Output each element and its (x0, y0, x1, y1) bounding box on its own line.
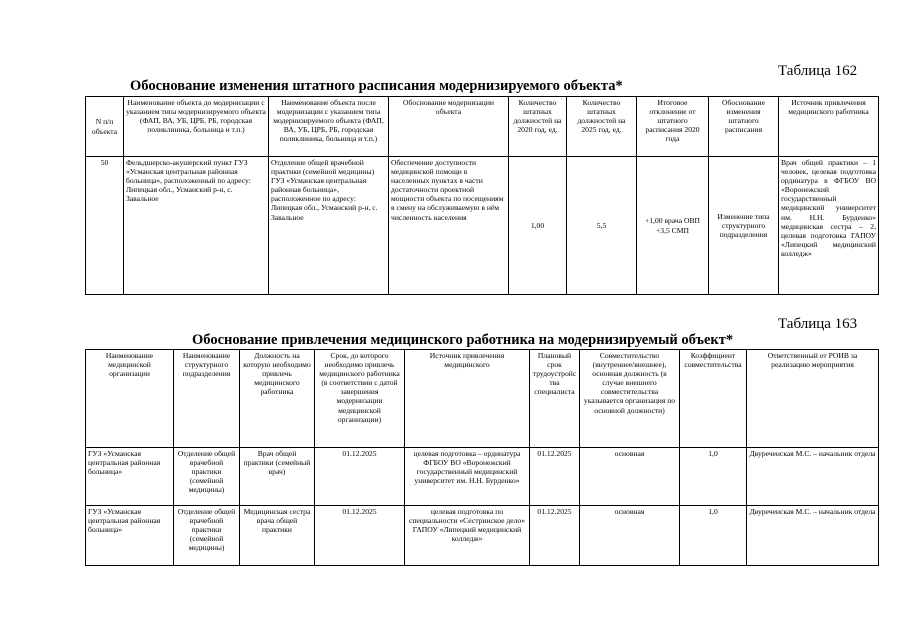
table-header-row (86, 350, 879, 448)
source-cell: целевая подготовка по специальности «Сестринское дело» ГАПОУ «Липецкий медицинский колледж» (405, 506, 530, 566)
organization-cell: ГУЗ «Усманская центральная районная больница» (86, 506, 174, 566)
coefficient-cell: 1,0 (680, 506, 747, 566)
responsible-cell: Двуреченская М.С. – начальник отдела (747, 448, 879, 506)
source-cell: целевая подготовка – ординатура ФГБОУ ВО «Воронежский государственный медицинский университет им. Н.Н. Бурденко» (405, 448, 530, 506)
header-cell: Срок, до которого необходимо привлечь медицинского работника (в соответствии с датой завершения модернизации медицинской организации) (315, 350, 405, 448)
deadline-cell: 01.12.2025 (315, 448, 405, 506)
header-cell: Количество штатных должностей на 2025 год, ед. (567, 97, 637, 157)
position-cell: Медицинская сестра врача общей практики (240, 506, 315, 566)
header-cell: N п/п объекта (86, 97, 124, 157)
header-cell: Коэффициент совместительства (680, 350, 747, 448)
table-162-title: Обоснование изменения штатного расписания модернизируемого объекта* (130, 78, 623, 94)
staffing-justification-table (85, 96, 879, 295)
table-header-row (86, 97, 879, 157)
header-cell: Источник привлечения медицинского работника (779, 97, 879, 157)
header-cell: Обоснование изменения штатного расписания (709, 97, 779, 157)
position-cell: Врач общей практики (семейный врач) (240, 448, 315, 506)
table-row (86, 448, 879, 506)
object-number-cell: 50 (86, 157, 124, 295)
header-cell: Количество штатных должностей на 2020 год, ед. (509, 97, 567, 157)
header-cell: Наименование объекта до модернизации с указанием типа модернизируемого объекта (ФАП, ВА, УБ, ЦРБ, РБ, городская поликлиника, больница и т.п.) (124, 97, 269, 157)
header-cell: Совместительство (внутреннее/внешнее), основная должность (в случае внешнего совместительства указывается организация по основной должности) (580, 350, 680, 448)
header-cell: Источник привлечения медицинского (405, 350, 530, 448)
staff-2025-cell: 5,5 (567, 157, 637, 295)
object-after-cell: Отделение общей врачебной практики (семейной медицины) ГУЗ «Усманская центральная районная больница», расположенное по адресу: Липецкая обл., Усманский р-н, с. Завальное (269, 157, 389, 295)
table-162-number: Таблица 162 (778, 63, 858, 79)
header-cell: Наименование медицинской организации (86, 350, 174, 448)
deviation-cell: +1,00 врача ОВП +3,5 СМП (637, 157, 709, 295)
coefficient-cell: 1,0 (680, 448, 747, 506)
organization-cell: ГУЗ «Усманская центральная районная больница» (86, 448, 174, 506)
header-cell: Должность на которую необходимо привлечь медицинского работника (240, 350, 315, 448)
header-cell: Обоснование модернизации объекта (389, 97, 509, 157)
header-cell: Итоговое отклонение от штатного расписания 2020 года (637, 97, 709, 157)
object-before-cell: Фельдшерско-акушерский пункт ГУЗ «Усманская центральная районная больница», расположенный по адресу: Липецкая обл., Усманский р-н, с. Завальное (124, 157, 269, 295)
employment-date-cell: 01.12.2025 (530, 448, 580, 506)
deadline-cell: 01.12.2025 (315, 506, 405, 566)
staff-2020-cell: 1,00 (509, 157, 567, 295)
table-row (86, 157, 879, 295)
employment-date-cell: 01.12.2025 (530, 506, 580, 566)
staff-recruitment-table (85, 349, 879, 566)
part-time-cell: основная (580, 506, 680, 566)
table-163-title: Обоснование привлечения медицинского работника на модернизируемый объект* (192, 332, 734, 348)
change-reason-cell: Изменение типа структурного подразделения (709, 157, 779, 295)
table-163-number: Таблица 163 (778, 316, 858, 332)
header-cell: Плановый срок трудоустройства специалиста (530, 350, 580, 448)
department-cell: Отделение общей врачебной практики (семейной медицины) (174, 448, 240, 506)
department-cell: Отделение общей врачебной практики (семейной медицины) (174, 506, 240, 566)
responsible-cell: Двуреченская М.С. – начальник отдела (747, 506, 879, 566)
header-cell: Наименование структурного подразделения (174, 350, 240, 448)
header-cell: Наименование объекта после модернизации с указанием типа модернизируемого объекта (ФАП, ВА, УБ, ЦРБ, РБ, городская поликлиника, больница и т.п.) (269, 97, 389, 157)
justification-cell: Обеспечение доступности медицинской помощи в населенных пунктах в части достаточности проектной мощности объекта по посещениям в смену на обслуживаемую в нём численность населения (389, 157, 509, 295)
part-time-cell: основная (580, 448, 680, 506)
source-cell: Врач общей практики – 1 человек, целевая подготовка ординатура в ФГБОУ ВО «Воронежский государственный медицинский университет им. Н.Н. Бурденко» медицинская сестра – 2, целевая подготовка ГАПОУ «Липецкий медицинский колледж» (779, 157, 879, 295)
table-row (86, 506, 879, 566)
header-cell: Ответственный от РОИВ за реализацию мероприятия (747, 350, 879, 448)
